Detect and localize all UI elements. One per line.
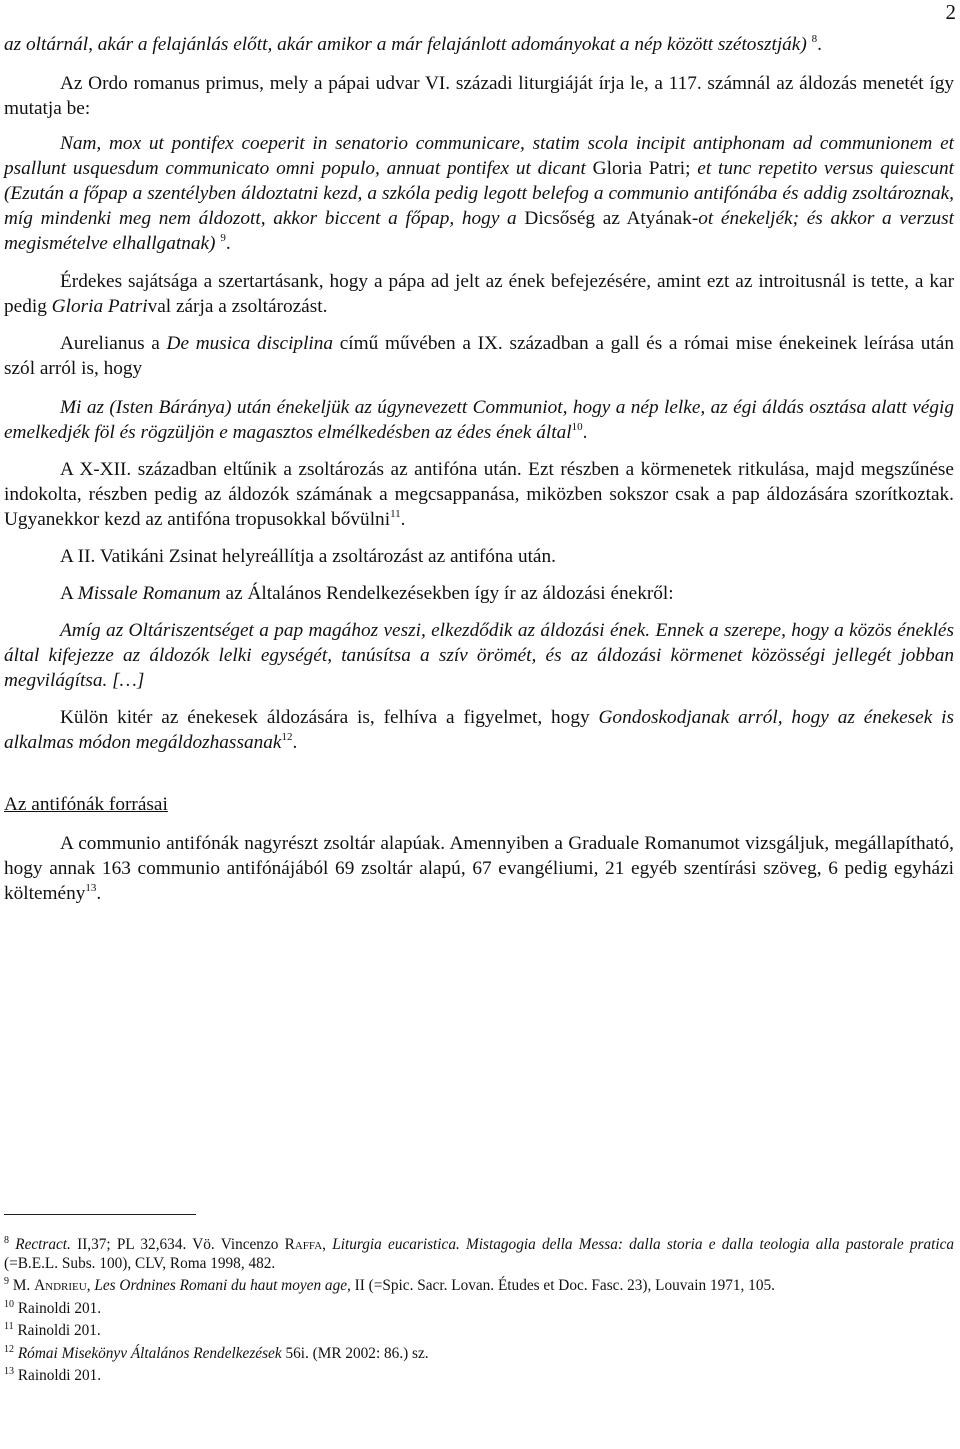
footnote-part: , — [86, 1277, 91, 1294]
paragraph-3-part: val zárja a zsoltározást. — [147, 296, 328, 317]
footnote-part: Rainoldi 201. — [17, 1299, 102, 1317]
footnote-author: Andrieu — [34, 1277, 87, 1294]
paragraph-5: A X-XII. században eltűnik a zsoltározás az antifóna után. Ezt részben a körmenetek ritkulása, majd megszűnése indokolta, részben pedig az áldozók számának a megcsappanása, miközben sokszor csak a pap áldozására szorítkoztak. Ugyanekkor kezd az antifóna tropusokkal bővülni$^{11}$. — [4, 459, 954, 530]
footnote-part: M. — [12, 1277, 31, 1294]
paragraph-3-part: Érdekes sajátsága a szertartásank, hogy a pápa ad jelt az ének befejezésére, amint ezt az introitusnál is tette, a kar pedig — [4, 271, 954, 317]
footnote-number: 8 — [4, 1235, 9, 1246]
footnote-number: 9 — [4, 1276, 9, 1287]
paragraph-2: Az Ordo romanus primus, mely a pápai udvar VI. századi liturgiáját írja le, a 117. számnál az áldozás menetét így mutatja be: — [4, 73, 954, 119]
paragraph-4-part: Aurelianus a — [60, 333, 160, 354]
footnote-number: 10 — [4, 1298, 14, 1310]
footnote-8 — [4, 1236, 954, 1273]
footnote-9 — [4, 1277, 954, 1296]
footnote-author: Raffa — [284, 1236, 323, 1253]
paragraph-1: az oltárnál, akár a felajánlás előtt, akár amikor a már felajánlott adományokat a nép között szétosztják) $^8$. — [4, 33, 822, 55]
paragraph-9: A communio antifónák nagyrészt zsoltár alapúak. Amennyiben a Graduale Romanumot vizsgáljuk, megállapítható, hogy annak 163 communio antifónájából 69 zsoltár alapú, 67 evangéliumi, 21 egyéb szentírási szöveg, 6 pedig egyházi költemény$^{13}$. — [4, 833, 954, 904]
paragraph-8: Külön kitér az énekesek áldozására is, felhíva a figyelmet, hogy Gondoskodjanak arról, hogy az énekesek is alkalmas módon megáldozhassanak$^{12}$. — [4, 707, 954, 753]
footnote-ref-9: 9 — [220, 232, 226, 244]
footnote-ref-12: 12 — [281, 731, 293, 743]
quote-text: az oltárnál, akár a felajánlás előtt, akár amikor a már felajánlott adományokat a nép között szétosztják) — [4, 34, 807, 55]
quote-2: Mi az (Isten Báránya) után énekeljük az úgynevezett Communiot, hogy a nép lelke, az égi áldás osztása alatt végig emelkedjék föl és rögzüljön e magasztos elmélkedésben az édes ének által$^{10}$. — [4, 397, 954, 443]
paragraph-3 — [4, 269, 954, 319]
paragraph-7-part: A — [60, 583, 73, 604]
footnote-ref-10: 10 — [571, 421, 583, 433]
footnote-part: II (=Spic. Sacr. Lovan. Études et Doc. Fasc. 23), Louvain 1971, 105. — [354, 1277, 775, 1294]
footnote-part: Les Ordnines Romani du haut moyen age, — [94, 1277, 351, 1294]
quote-1-part: Nam, mox ut pontifex coeperit in senatorio communicare, statim scola incipit antiphonam ad communionem et psallunt usquesdum communicato omni populo, annuat pontifex ut dicant — [4, 133, 954, 179]
paragraph-4-part: című művében a IX. században a gall és a római mise énekeinek leírása után szól arról is, hogy — [4, 333, 954, 379]
section-heading: Az antifónák forrásai — [4, 794, 168, 815]
footnotes — [4, 1236, 954, 1386]
paragraph-4 — [4, 331, 954, 381]
paragraph-9-text: A communio antifónák nagyrészt zsoltár alapúak. Amennyiben a Graduale Romanumot vizsgáljuk, megállapítható, hogy annak 163 communio antifónájából 69 zsoltár alapú, 67 evangéliumi, 21 egyéb szentírási szöveg, 6 pedig egyházi költemény — [4, 833, 954, 904]
footnote-part: Liturgia eucaristica. Mistagogia della Messa: dalla storia e dalla teologia alla pastorale pratica — [332, 1236, 955, 1253]
page-number: 2 — [945, 0, 956, 24]
paragraph-7-part: Missale Romanum — [77, 583, 221, 604]
footnote-part: (=B.E.L. Subs. 100), CLV, Roma 1998, 482. — [4, 1254, 276, 1272]
quote-1-part: Gloria Patri; — [592, 158, 691, 179]
footnote-ref-11: 11 — [390, 508, 401, 520]
footnote-ref-13: 13 — [85, 882, 97, 894]
paragraph-4-part: De musica disciplina — [166, 333, 334, 354]
quote-1-part: Dicsőség az Atyának — [524, 208, 692, 229]
paragraph-6: A II. Vatikáni Zsinat helyreállítja a zsoltározást az antifóna után. — [60, 546, 556, 567]
footnote-12 — [4, 1345, 954, 1364]
footnote-part: , — [322, 1236, 326, 1253]
footnote-part: Római Misekönyv Általános Rendelkezések — [17, 1344, 282, 1362]
paragraph-3-part: Gloria Patri — [51, 296, 148, 317]
main-text — [4, 32, 954, 906]
paragraph-7 — [4, 581, 954, 606]
quote-1-part: -ot énekeljék; és akkor a verzust megismételve elhallgatnak) — [4, 208, 954, 254]
paragraph-8-part: Gondoskodjanak arról, hogy az énekesek is alkalmas módon megáldozhassanak — [4, 707, 954, 753]
paragraph-8-part: Külön kitér az énekesek áldozására is, felhíva a figyelmet, hogy — [60, 707, 590, 728]
footnote-part: Rectract. — [15, 1236, 71, 1253]
footnote-part: Rainoldi 201. — [17, 1322, 101, 1339]
footnote-ref-8: 8 — [811, 33, 818, 45]
footnote-separator — [4, 1214, 196, 1215]
footnote-number: 13 — [4, 1366, 14, 1377]
footnote-number: 11 — [4, 1321, 14, 1332]
paragraph-7-part: az Általános Rendelkezésekben így ír az áldozási énekről: — [225, 583, 674, 604]
footnote-part: 56i. (MR 2002: 86.) sz. — [285, 1344, 429, 1362]
footnote-13 — [4, 1367, 954, 1386]
quote-3-text: Amíg az Oltáriszentséget a pap magához veszi, elkezdődik az áldozási ének. Ennek a szerepe, hogy a közös éneklés által kifejezze az áldozók lelki egységét, tanúsítsa a szív örömét, és az áldozási körmenet közösségi jellegét jobban megvilágítsa. […] — [4, 620, 954, 691]
footnote-number: 12 — [4, 1343, 14, 1355]
footnote-part: II,37; PL 32,634. Vö. Vincenzo — [77, 1236, 279, 1253]
footnote-11 — [4, 1322, 954, 1341]
quote-3 — [4, 618, 954, 693]
paragraph-5-text: A X-XII. században eltűnik a zsoltározás az antifóna után. Ezt részben a körmenetek ritkulása, majd megszűnése indokolta, részben pedig az áldozók számának a megcsappanása, miközben sokszor csak a pap áldozására szorítkoztak. Ugyanekkor kezd az antifóna tropusokkal bővülni — [4, 459, 954, 530]
quote-1-part: et tunc repetito versus quiescunt (Ezután a főpap a szentélyben áldoztatni kezd, a szkóla pedig legott belefog a communio antifónába és addig zsoltároznak, míg mindenki meg nem áldozott, akkor biccent a főpap, hogy a — [4, 158, 954, 229]
quote-1: Nam, mox ut pontifex coeperit in senatorio communicare, statim scola incipit antiphonam ad communionem et psallunt usquesdum communicato omni populo, annuat pontifex ut dicant Gloria Patri; et tunc repetito versus quiescunt (Ezután a főpap a szentélyben áldoztatni kezd, a szkóla pedig legott belefog a communio antifónába és addig zsoltároznak, míg mindenki meg nem áldozott, akkor biccent a főpap, hogy a Dicsőség az Atyának-ot énekeljék; és akkor a verzust megismételve elhallgatnak) $^9$. — [4, 133, 954, 254]
footnote-part: Rainoldi 201. — [17, 1367, 102, 1384]
footnote-10 — [4, 1300, 954, 1319]
quote-2-text: Mi az (Isten Báránya) után énekeljük az úgynevezett Communiot, hogy a nép lelke, az égi áldás osztása alatt végig emelkedjék föl és rögzüljön e magasztos elmélkedésben az édes ének által — [4, 397, 954, 443]
